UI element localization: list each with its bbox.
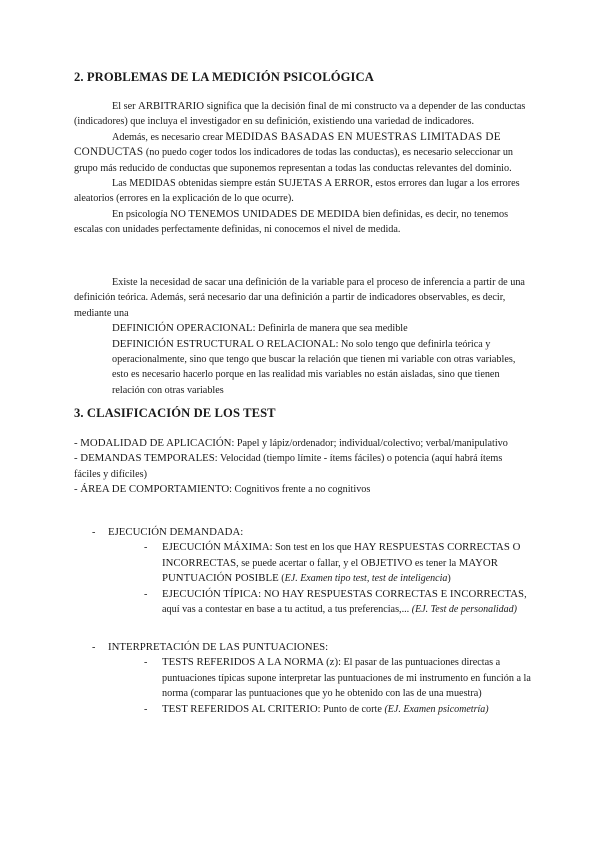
paragraph-definicion: Existe la necesidad de sacar una definición de la variable para el proceso de inferencia a partir de una definición teórica. Además, será necesario dar una definición a partir de indicadores observables, es decir, mediante una: [74, 277, 525, 319]
paragraph-unidades: En psicología NO TENEMOS UNIDADES DE MEDIDA bien definidas, es decir, no tenemos escalas con unidades perfectamente definidas, ni conocemos el nivel de medida.: [74, 207, 509, 236]
paragraph-arbitrario: El ser ARBITRARIO significa que la decisión final de mi constructo va a depender de las conductas (indicadores) que incluya el investigador en su definición, existiendo una variedad de indicadores.: [74, 100, 526, 128]
paragraph-error: Las MEDIDAS obtenidas siempre están SUJETAS A ERROR, estos errores dan lugar a los errores aleatorios (errores en la explicación de lo que ocurre).: [74, 177, 520, 205]
list-item-ejecucion-tipica: - EJECUCIÓN TÍPICA: NO HAY RESPUESTAS CORRECTAS E INCORRECTAS, aquí vas a contestar en base a tu actitud, a tus preferencias,... (EJ. Test de personalidad): [144, 587, 532, 618]
list-item-interpretacion: - INTERPRETACIÓN DE LAS PUNTUACIONES: - TESTS REFERIDOS A LA NORMA (z): El pasar de las puntuaciones directas a puntuaciones típicas supone interpretar las puntuaciones de mi instrumento en función a la norma (comparar las puntuaciones que yo he obtenido con las de una muestra) - TEST REFERIDOS AL CRITERIO: Punto de corte (EJ. Examen psicometría): [92, 640, 532, 717]
item-demandas: - DEMANDAS TEMPORALES: Velocidad (tiempo límite - ítems fáciles) o potencia (aquí habrá ítems fáciles y difíciles): [74, 452, 503, 480]
interpretacion-list: [92, 640, 532, 717]
list-item-ejecucion: - EJECUCIÓN DEMANDADA: - EJECUCIÓN MÁXIMA: Son test en los que HAY RESPUESTAS CORRECTAS O INCORRECTAS, se puede acertar o fallar, y el OBJETIVO es tener la MAYOR PUNTUACIÓN POSIBLE (EJ. Examen tipo test, test de inteligencia) - EJECUCIÓN TÍPICA: NO HAY RESPUESTAS CORRECTAS E INCORRECTAS, aquí vas a contestar en base a tu actitud, a tus preferencias,... (EJ. Test de personalidad): [92, 525, 532, 617]
item-area: - ÁREA DE COMPORTAMIENTO: Cognitivos frente a no cognitivos: [74, 483, 371, 496]
definition-estructural: DEFINICIÓN ESTRUCTURAL O RELACIONAL: No solo tengo que definirla teórica y operacionalmente, sino que tengo que buscar la relación que tienen mi variable con otras variables, esto es necesario hacerlo porque en las realidad mis variables no están aisladas, sino que tienen relación con otras variables: [112, 337, 516, 396]
section-3-intro-list: [74, 436, 529, 498]
interpretacion-sublist: [108, 655, 532, 717]
ejecucion-sublist: [108, 540, 532, 617]
ejecucion-list: [92, 525, 532, 617]
section-2-heading: 2. PROBLEMAS DE LA MEDICIÓN PSICOLÓGICA: [74, 70, 374, 84]
section-2-body: [74, 99, 529, 238]
list-item-ejecucion-maxima: - EJECUCIÓN MÁXIMA: Son test en los que HAY RESPUESTAS CORRECTAS O INCORRECTAS, se puede acertar o fallar, y el OBJETIVO es tener la MAYOR PUNTUACIÓN POSIBLE (EJ. Examen tipo test, test de inteligencia): [144, 540, 532, 586]
list-item-norma: - TESTS REFERIDOS A LA NORMA (z): El pasar de las puntuaciones directas a puntuaciones típicas supone interpretar las puntuaciones de mi instrumento en función a la norma (comparar las puntuaciones que yo he obtenido con las de una muestra): [144, 655, 532, 701]
list-item-criterio: - TEST REFERIDOS AL CRITERIO: Punto de corte (EJ. Examen psicometría): [144, 702, 532, 717]
section-3-heading: 3. CLASIFICACIÓN DE LOS TEST: [74, 406, 276, 420]
item-modalidad: - MODALIDAD DE APLICACIÓN: Papel y lápiz/ordenador; individual/colectivo; verbal/manipulativo: [74, 437, 508, 449]
paragraph-muestras: Además, es necesario crear MEDIDAS BASADAS EN MUESTRAS LIMITADAS DE CONDUCTAS (no puedo coger todos los indicadores de todas las conductas), es necesario seleccionar un grupo más reducido de conductas que suponemos representan a todas las conductas relevantes del dominio.: [74, 130, 514, 174]
section-2-definitions: [74, 275, 529, 398]
definition-operacional: DEFINICIÓN OPERACIONAL: Definirla de manera que sea medible: [112, 322, 408, 335]
